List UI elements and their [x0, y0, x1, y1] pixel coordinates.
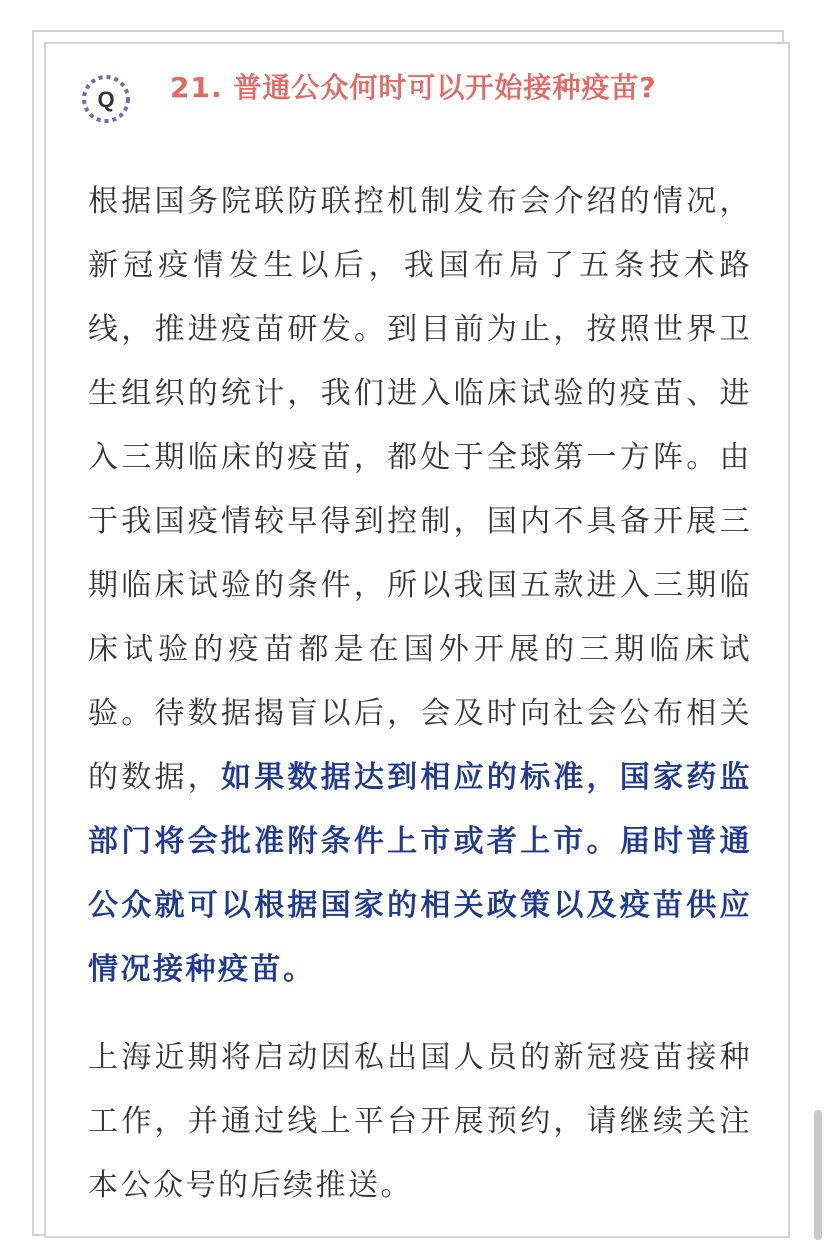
q-badge-letter: Q — [97, 87, 115, 112]
answer-highlight: 如果数据达到相应的标准，国家药监部门将会批准附条件上市或者上市。届时普通公众就可以根据国家的相关政策以及疫苗供应情况接种疫苗。 — [88, 760, 753, 987]
answer-paragraph-1-text: 根据国务院联防联控机制发布会介绍的情况，新冠疫情发生以后，我国布局了五条技术路线，推进疫苗研发。到目前为止，按照世界卫生组织的统计，我们进入临床试验的疫苗、进入三期临床的疫苗，都处于全球第一方阵。由于我国疫情较早得到控制，国内不具备开展三期临床试验的条件，所以我国五款进入三期临床试验的疫苗都是在国外开展的三期临床试验。待数据揭盲以后，会及时向社会公布相关的数据， — [88, 184, 752, 795]
answer-paragraph-1 — [88, 170, 752, 1002]
scrollbar[interactable] — [814, 1110, 822, 1240]
question-badge — [80, 73, 132, 125]
question-title: 21. 普通公众何时可以开始接种疫苗? — [170, 71, 657, 104]
q-badge-icon — [80, 73, 132, 125]
answer-paragraph-2: 上海近期将启动因私出国人员的新冠疫苗接种工作，并通过线上平台开展预约，请继续关注本公众号的后续推送。 — [88, 1040, 752, 1203]
